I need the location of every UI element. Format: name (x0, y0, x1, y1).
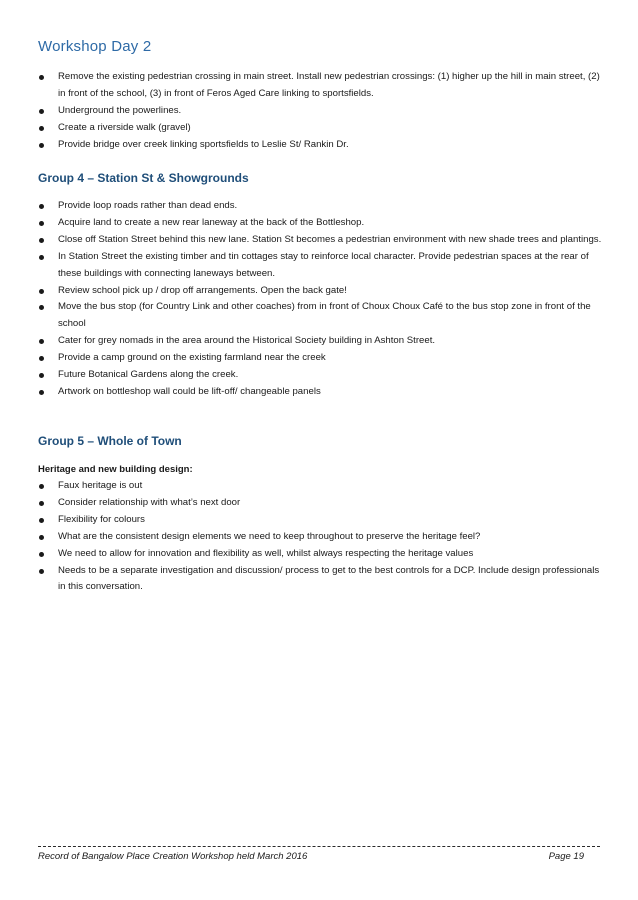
group5-list (38, 478, 603, 596)
bullet-icon (39, 390, 44, 395)
list-item: Needs to be a separate investigation and discussion/ process to get to the best controls for a DCP. Include design professionals in this conversation. (38, 563, 603, 597)
document-page (38, 0, 603, 900)
heritage-subheading: Heritage and new building design: (38, 464, 193, 475)
list-item: Close off Station Street behind this new lane. Station St becomes a pedestrian environment with new shade trees and plantings. (38, 232, 603, 249)
bullet-icon (39, 552, 44, 557)
bullet-icon (39, 126, 44, 131)
workshop-day2-list (38, 69, 603, 154)
list-item: Acquire land to create a new rear laneway at the back of the Bottleshop. (38, 215, 603, 232)
list-item: Create a riverside walk (gravel) (38, 120, 603, 137)
bullet-icon (39, 75, 44, 80)
list-item: Future Botanical Gardens along the creek. (38, 367, 603, 384)
group5-heading: Group 5 – Whole of Town (38, 434, 182, 448)
list-item: Provide loop roads rather than dead ends. (38, 198, 603, 215)
page-title: Workshop Day 2 (38, 38, 152, 55)
bullet-icon (39, 569, 44, 574)
footer-document-title: Record of Bangalow Place Creation Workshop held March 2016 (38, 851, 308, 862)
list-item: Faux heritage is out (38, 478, 603, 495)
list-item: In Station Street the existing timber and tin cottages stay to reinforce local character. Provide pedestrian spaces at the rear of these buildings with connecting laneways between. (38, 249, 603, 283)
bullet-icon (39, 289, 44, 294)
bullet-icon (39, 484, 44, 489)
list-item: What are the consistent design elements we need to keep throughout to preserve the heritage feel? (38, 529, 603, 546)
bullet-icon (39, 143, 44, 148)
bullet-icon (39, 238, 44, 243)
bullet-icon (39, 204, 44, 209)
list-item: Provide a camp ground on the existing farmland near the creek (38, 350, 603, 367)
page-number: Page 19 (548, 851, 584, 862)
list-item: Provide bridge over creek linking sportsfields to Leslie St/ Rankin Dr. (38, 137, 603, 154)
bullet-icon (39, 373, 44, 378)
bullet-icon (39, 109, 44, 114)
group4-list (38, 198, 603, 401)
bullet-icon (39, 535, 44, 540)
list-item: We need to allow for innovation and flexibility as well, whilst always respecting the heritage values (38, 546, 603, 563)
list-item: Cater for grey nomads in the area around the Historical Society building in Ashton Street. (38, 333, 603, 350)
list-item: Flexibility for colours (38, 512, 603, 529)
bullet-icon (39, 356, 44, 361)
bullet-icon (39, 339, 44, 344)
list-item: Move the bus stop (for Country Link and other coaches) from in front of Choux Choux Café to the bus stop zone in front of the school (38, 299, 603, 333)
list-item: Review school pick up / drop off arrangements. Open the back gate! (38, 283, 603, 300)
list-item: Artwork on bottleshop wall could be lift-off/ changeable panels (38, 384, 603, 401)
bullet-icon (39, 518, 44, 523)
footer-divider (38, 846, 600, 847)
bullet-icon (39, 221, 44, 226)
list-item: Consider relationship with what’s next door (38, 495, 603, 512)
list-item: Remove the existing pedestrian crossing in main street. Install new pedestrian crossings: (1) higher up the hill in main street, (2) in front of the school, (3) in front of Feros Aged Care linking to sportsfields. (38, 69, 603, 103)
bullet-icon (39, 305, 44, 310)
list-item: Underground the powerlines. (38, 103, 603, 120)
bullet-icon (39, 501, 44, 506)
group4-heading: Group 4 – Station St & Showgrounds (38, 171, 249, 185)
bullet-icon (39, 255, 44, 260)
